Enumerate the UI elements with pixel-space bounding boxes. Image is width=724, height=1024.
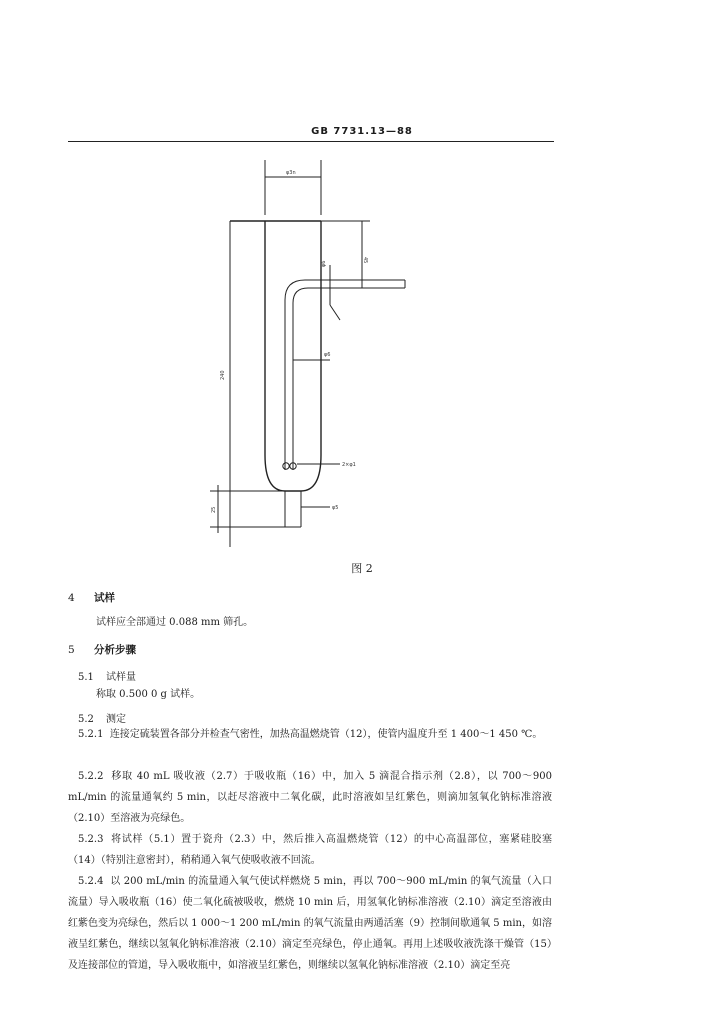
section-title: 分析步骤 bbox=[94, 644, 136, 656]
inner-diameter-label: φ6 bbox=[324, 352, 331, 358]
paragraph-5-2-4: 5.2.4 以 200 mL/min 的流量通入氧气使试样燃烧 5 min，再以 700～900 mL/min 的氧气流量（入口流量）导入吸收瓶（16）使二氧化硫被吸收，燃烧 10 min 后，用氢氧化钠标准溶液（2.10）滴定至溶液由红紫色变为亮绿色，然后以 1 000～1 200 mL/min 的氧气流量由两通活塞（9）控制间歇通氧 5 min，如溶液呈红紫色，继续以氢氧化钠标准溶液（2.10）滴定至亮绿色，停止通氧。再用上述吸收液洗涤干燥管（15）及连接部位的管道，导入吸收瓶中，如溶液呈红紫色，则继续以氢氧化钠标准溶液（2.10）滴定至亮 bbox=[68, 876, 552, 971]
absorption-tube-drawing bbox=[190, 155, 420, 555]
section-5-heading bbox=[68, 642, 136, 657]
paragraph-5-2-3: 5.2.3 将试样（5.1）置于瓷舟（2.3）中，然后推入高温燃烧管（12）的中心高温部位，塞紧硅胶塞（14）（特别注意密封），稍稍通入氧气使吸收液不回流。 bbox=[68, 834, 553, 866]
section-number: 4 bbox=[68, 592, 75, 604]
holes-label: 2×φ1 bbox=[342, 462, 356, 468]
top-diameter-label: φ3n bbox=[286, 170, 296, 176]
section-4-text: 试样应全部通过 0.088 mm 筛孔。 bbox=[96, 617, 254, 628]
paragraph-5-2-1: 5.2.1 连接定硫装置各部分并检查气密性，加热高温燃烧管（12），使管内温度升至 1 400～1 450 ℃。 bbox=[78, 729, 543, 740]
total-height-label: 240 bbox=[220, 370, 226, 380]
subsection-5-1-heading: 5.1 试样量 bbox=[78, 672, 136, 683]
section-title: 试样 bbox=[94, 592, 115, 604]
bottom-height-label: 25 bbox=[211, 506, 217, 513]
stem-diameter-label: φ5 bbox=[332, 505, 339, 511]
hole-1 bbox=[283, 463, 289, 469]
section-number: 5 bbox=[68, 644, 75, 656]
subsection-5-1-text: 称取 0.500 0 g 试样。 bbox=[96, 689, 201, 700]
section-4-heading bbox=[68, 590, 115, 605]
paragraph-5-2-2: 5.2.2 移取 40 mL 吸收液（2.7）于吸收瓶（16）中，加入 5 滴混合指示剂（2.8），以 700～900 mL/min 的流量通氧约 5 min，以赶尽溶液中二氧化碳，此时溶液如呈红紫色，则滴加氢氧化钠标准溶液（2.10）至溶液为亮绿色。 bbox=[68, 771, 552, 824]
figure-caption: 图 2 bbox=[351, 562, 373, 575]
inlet-tube-outer bbox=[285, 280, 405, 470]
inlet-diameter-leader bbox=[330, 305, 340, 320]
header-rule bbox=[68, 141, 554, 142]
subsection-5-2-heading: 5.2 测定 bbox=[78, 714, 126, 725]
page-header: GB 7731.13—88 bbox=[311, 126, 413, 137]
inlet-tube-inner bbox=[293, 288, 405, 470]
inlet-diameter-label: φ6 bbox=[321, 260, 327, 267]
side-height-label: 45 bbox=[362, 257, 368, 264]
